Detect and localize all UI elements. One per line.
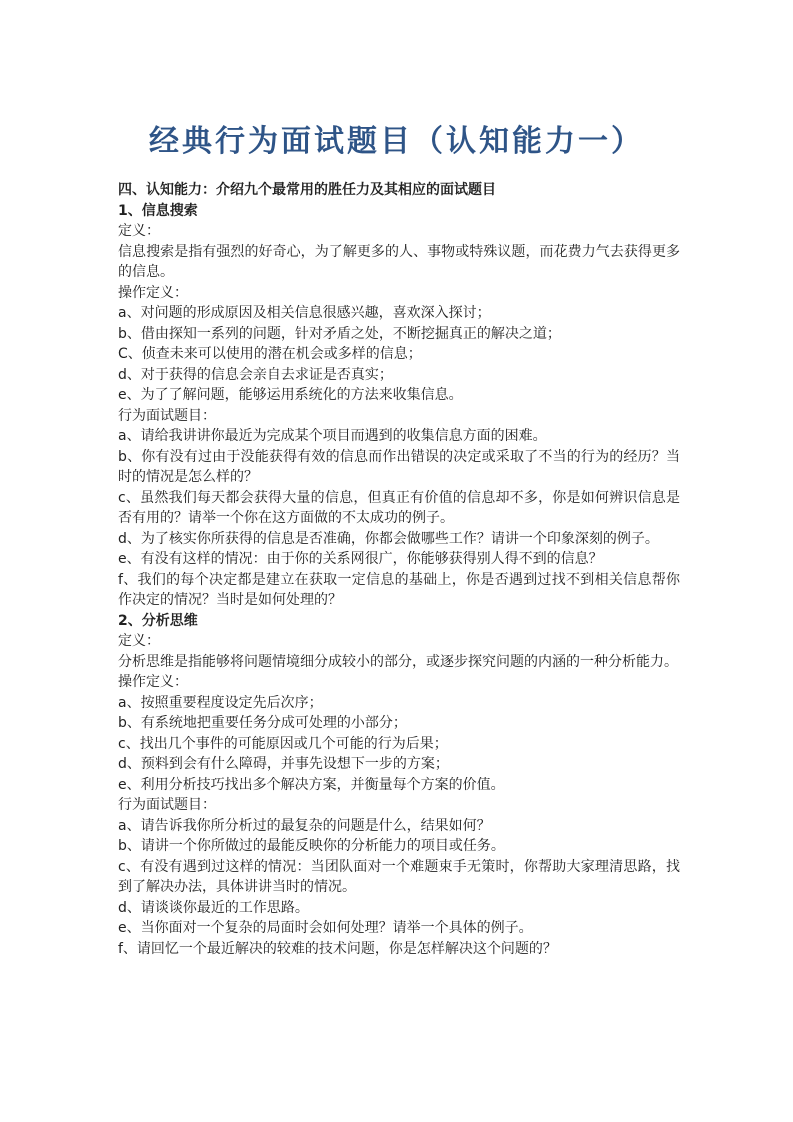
list-item: b、你有没有过由于没能获得有效的信息而作出错误的决定或采取了不当的行为的经历？当时的情况是怎么样的？ — [118, 448, 680, 485]
document-body — [118, 180, 680, 959]
list-item: a、请告诉我你所分析过的最复杂的问题是什么，结果如何？ — [118, 817, 491, 834]
list-item: a、按照重要程度设定先后次序； — [118, 694, 323, 711]
list-item: a、请给我讲讲你最近为完成某个项目而遇到的收集信息方面的困难。 — [118, 428, 547, 444]
list-item: f、我们的每个决定都是建立在获取一定信息的基础上，你是否遇到过找不到相关信息帮你作决定的情况？当时是如何处理的？ — [118, 571, 680, 608]
list-item: a、对问题的形成原因及相关信息很感兴趣，喜欢深入探讨； — [118, 305, 491, 321]
section-heading: 四、认知能力：介绍九个最常用的胜任力及其相应的面试题目 — [118, 182, 496, 198]
list-item: e、利用分析技巧找出多个解决方案，并衡量每个方案的价值。 — [118, 776, 505, 793]
list-item: d、预料到会有什么障碍，并事先设想下一步的方案； — [118, 756, 449, 772]
list-item: d、为了核实你所获得的信息是否准确，你都会做哪些工作？请讲一个印象深刻的例子。 — [118, 530, 659, 547]
list-item: c、找出几个事件的可能原因或几个可能的行为后果； — [118, 735, 448, 752]
list-item: c、虽然我们每天都会获得大量的信息，但真正有价值的信息却不多，你是如何辨识信息是否有用的？请举一个你在这方面做的不太成功的例子。 — [118, 489, 680, 526]
list-item: d、请谈谈你最近的工作思路。 — [118, 899, 309, 916]
label: 行为面试题目： — [118, 797, 216, 813]
definition-text: 分析思维是指能够将问题情境细分成较小的部分，或逐步探究问题的内涵的一种分析能力。 — [118, 653, 678, 670]
definition-text: 信息搜索是指有强烈的好奇心，为了解更多的人、事物或特殊议题，而花费力气去获得更多的信息。 — [118, 243, 680, 280]
label: 定义： — [118, 633, 160, 649]
label: 操作定义： — [118, 674, 188, 690]
subsection-heading: 1、信息搜索 — [118, 202, 198, 219]
list-item: b、借由探知一系列的问题，针对矛盾之处，不断挖掘真正的解决之道； — [118, 325, 561, 342]
list-item: d、对于获得的信息会亲自去求证是否真实； — [118, 366, 393, 383]
label: 行为面试题目： — [118, 407, 216, 424]
document-title: 经典行为面试题目（认知能力一） — [149, 124, 644, 160]
list-item: e、当你面对一个复杂的局面时会如何处理？请举一个具体的例子。 — [118, 920, 533, 936]
list-item: C、侦查未来可以使用的潜在机会或多样的信息； — [118, 346, 422, 362]
label: 定义： — [118, 223, 160, 239]
subsection-heading: 2、分析思维 — [118, 612, 198, 629]
list-item: e、有没有这样的情况：由于你的关系网很广，你能够获得别人得不到的信息？ — [118, 551, 603, 567]
label: 操作定义： — [118, 284, 188, 301]
list-item: e、为了了解问题，能够运用系统化的方法来收集信息。 — [118, 387, 463, 403]
list-item: f、请回忆一个最近解决的较难的技术问题，你是怎样解决这个问题的？ — [118, 940, 557, 957]
list-item: b、请讲一个你所做过的最能反映你的分析能力的项目或任务。 — [118, 838, 505, 854]
list-item: c、有没有遇到过这样的情况：当团队面对一个难题束手无策时，你帮助大家理清思路，找到了解决办法，具体讲讲当时的情况。 — [118, 858, 680, 895]
list-item: b、有系统地把重要任务分成可处理的小部分； — [118, 715, 407, 731]
